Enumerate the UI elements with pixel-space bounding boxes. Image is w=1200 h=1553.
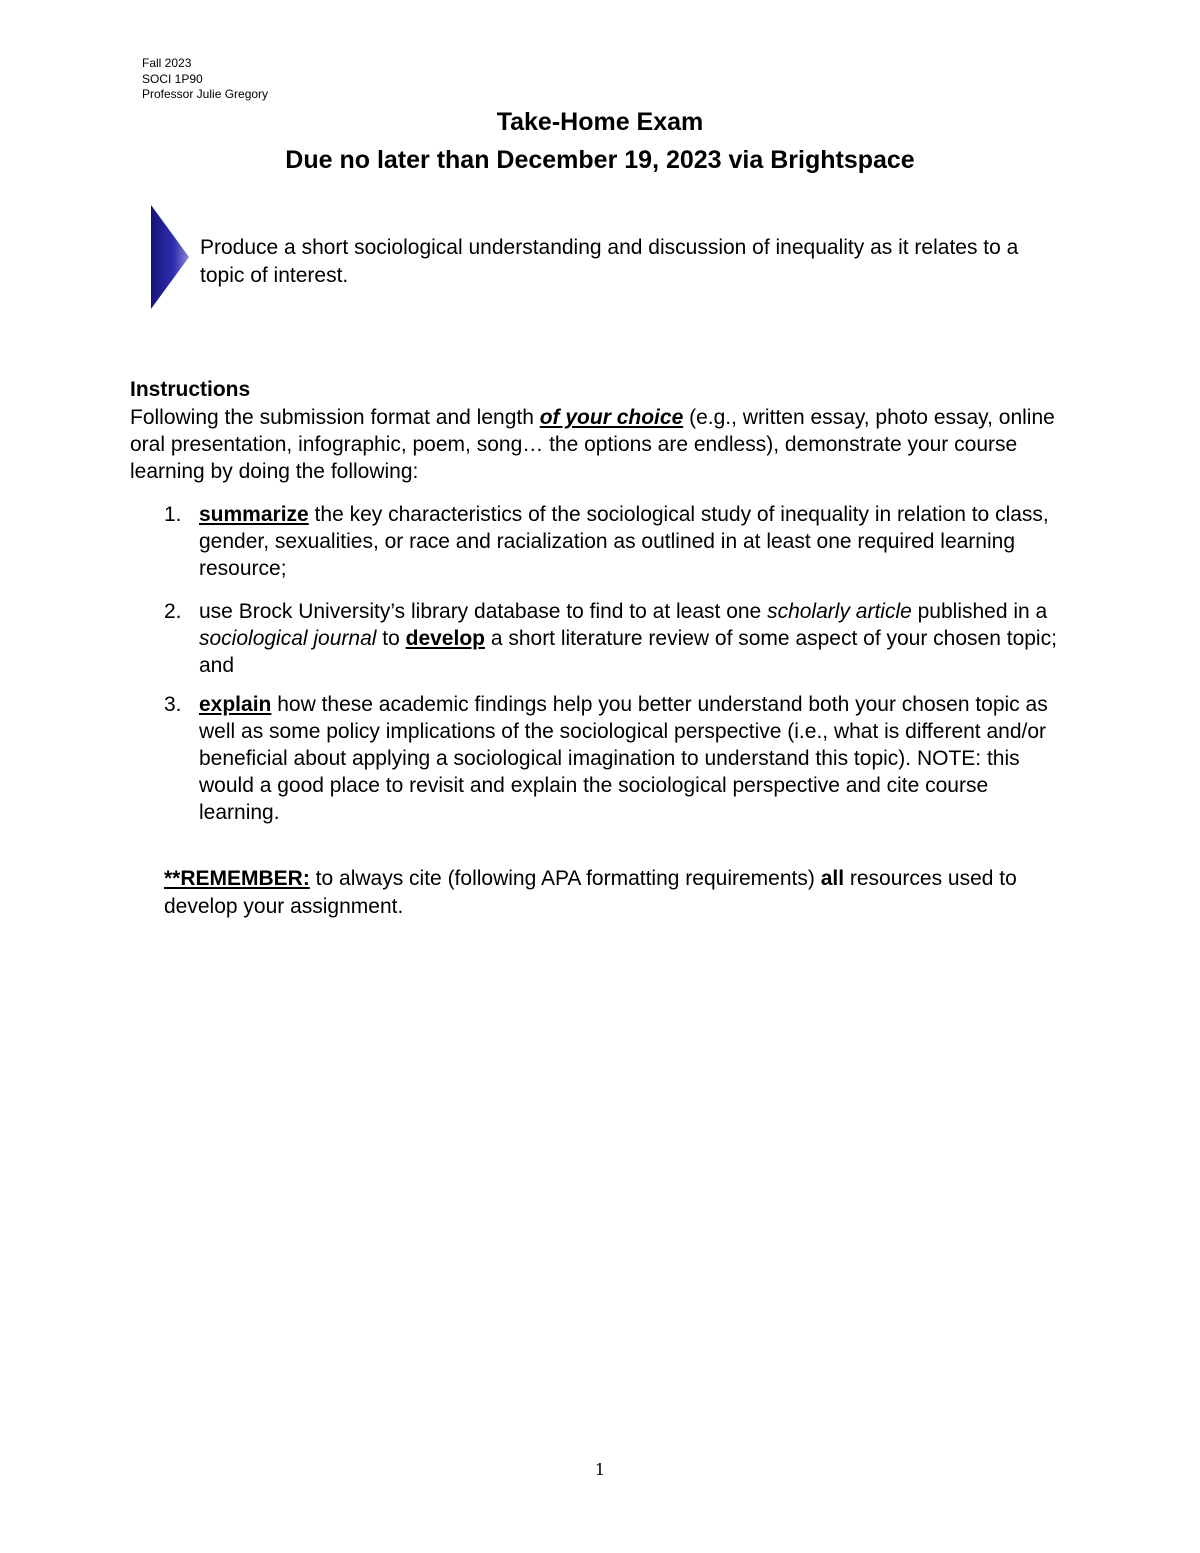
reminder-body: to always cite (following APA formatting requirements) — [309, 867, 821, 890]
task-italic: scholarly article — [767, 600, 912, 623]
task-number: 3. — [164, 693, 182, 716]
due-date-line: Due no later than December 19, 2023 via Brightspace — [285, 146, 915, 174]
task-keyword: develop — [405, 627, 485, 650]
task-keyword: summarize — [199, 503, 309, 526]
task-body: to — [376, 627, 406, 650]
task-body: use Brock University’s library database to find to at least one — [199, 600, 768, 623]
task-keyword: explain — [199, 693, 272, 716]
objective-text: Produce a short sociological understanding and discussion of inequality as it relates to a topic of interest. — [200, 236, 1019, 287]
task-text — [199, 598, 1069, 679]
task-text — [199, 501, 1069, 582]
task-italic: sociological journal — [199, 627, 377, 650]
intro-keyword: of your choice — [539, 406, 684, 429]
intro-before: Following the submission format and length — [130, 406, 540, 429]
reminder-note — [164, 865, 1064, 921]
reminder-body: resources used to develop your assignment. — [164, 867, 1017, 918]
header-course: SOCI 1P90 — [142, 71, 203, 86]
task-body: how these academic findings help you better understand both your chosen topic as well as some policy implications of the sociological perspective (i.e., what is different and/or beneficial about applying a sociological imagination to understand this topic). NOTE: this would a good place to revisit and explain the sociological perspective and cite course learning. — [199, 693, 1048, 824]
reminder-label: **REMEMBER: — [164, 867, 310, 890]
intro-after: (e.g., written essay, photo essay, online oral presentation, infographic, poem, song… the options are endless), demonstrate your course learning by doing the following: — [130, 406, 1055, 483]
page-number: 1 — [594, 1460, 606, 1479]
document-header — [142, 56, 268, 103]
task-number: 2. — [164, 600, 182, 623]
reminder-bold: all — [820, 867, 845, 890]
instructions-heading: Instructions — [130, 378, 251, 401]
task-body: a short literature review of some aspect of your chosen topic; and — [199, 627, 1057, 677]
instructions-intro — [130, 404, 1070, 485]
header-professor: Professor Julie Gregory — [142, 87, 269, 101]
arrow-right-icon — [151, 205, 189, 309]
task-number: 1. — [164, 503, 182, 526]
task-body: published in a — [911, 600, 1048, 623]
header-term: Fall 2023 — [142, 56, 192, 70]
task-body: the key characteristics of the sociological study of inequality in relation to class, gender, sexualities, or race and racialization as outlined in at least one required learning resource; — [199, 503, 1049, 580]
page-title: Take-Home Exam — [496, 108, 704, 136]
task-text — [199, 691, 1069, 826]
